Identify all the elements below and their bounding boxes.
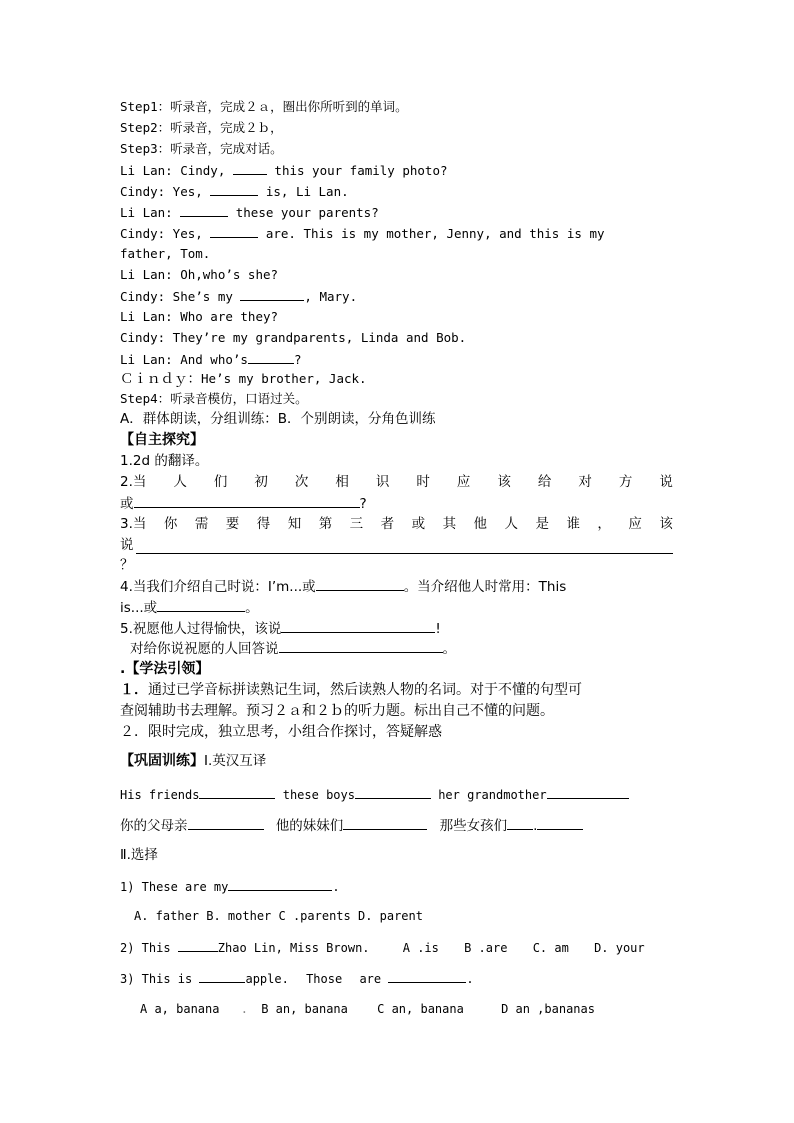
zizhu-q3-char: 需 bbox=[194, 516, 209, 532]
choice-q3-blank-2[interactable] bbox=[388, 969, 466, 983]
translate-blank-4[interactable] bbox=[188, 816, 264, 830]
zizhu-q4-line2 bbox=[120, 598, 673, 617]
dialogue-blank-5[interactable] bbox=[240, 287, 304, 301]
dialogue-text: Li Lan: And who’s bbox=[120, 352, 248, 367]
zizhu-q3-answer-blank[interactable] bbox=[136, 539, 674, 554]
choice-q3-option-a[interactable]: A a, banana bbox=[140, 1002, 220, 1016]
zizhu-q3-char: 得 bbox=[256, 516, 271, 532]
dialogue-blank-2[interactable] bbox=[210, 182, 258, 196]
zizhu-q4-text: is...或 bbox=[120, 600, 158, 616]
choice-q3-text: 3) This is bbox=[120, 972, 200, 986]
zizhu-q2-char: 初 bbox=[254, 474, 268, 490]
zizhu-q3-char: 应 bbox=[628, 516, 642, 532]
dialogue-blank-1[interactable] bbox=[233, 161, 267, 175]
groups-line: A．群体朗读，分组训练：B．个别朗读，分角色训练 bbox=[120, 411, 436, 427]
zizhu-q3-char: 第 bbox=[318, 516, 333, 532]
zizhu-q2-char: 人 bbox=[173, 474, 187, 490]
dialogue-text: Cindy: She’s my bbox=[120, 289, 241, 304]
zizhu-q3-char: 3.当 bbox=[120, 516, 147, 532]
zizhu-q4-blank-2[interactable] bbox=[157, 598, 245, 612]
zizhu-q3-char: 是 bbox=[535, 516, 549, 532]
zizhu-q1: 1.2d 的翻译。 bbox=[120, 453, 209, 469]
dialogue-line-2 bbox=[120, 182, 673, 201]
dialogue-speaker: Ｃｉｎｄｙ： bbox=[120, 371, 201, 387]
choice-q3-text: Those bbox=[306, 972, 343, 986]
choice-q1-options: A. father B. mother C .parents D. parent bbox=[134, 909, 423, 923]
dialogue-line-4 bbox=[120, 224, 673, 243]
dialogue-line-5: father, Tom. bbox=[120, 246, 211, 261]
dialogue-text: is, Li Lan. bbox=[258, 184, 349, 199]
choice-q2-option-d[interactable]: D. your bbox=[594, 941, 645, 955]
dialogue-line-11 bbox=[120, 370, 673, 388]
zizhu-q2-text bbox=[120, 473, 673, 491]
choice-q2-text: 2) This bbox=[120, 941, 178, 955]
zizhu-q5-text: 5.祝愿他人过得愉快，该说 bbox=[120, 621, 282, 637]
zizhu-q5-line2 bbox=[120, 639, 673, 658]
gonggu-header bbox=[120, 752, 673, 770]
zizhu-q2-char: 方 bbox=[618, 474, 633, 490]
choice-q3-end: . bbox=[466, 972, 474, 986]
translate-en-2: these boys bbox=[282, 788, 355, 802]
dialogue-line-7 bbox=[120, 287, 673, 306]
zizhu-q3-end: ？ bbox=[120, 557, 134, 573]
translate-blank-7[interactable] bbox=[537, 816, 583, 830]
choice-q3-text: apple. bbox=[245, 972, 289, 986]
dialogue-blank-3[interactable] bbox=[180, 203, 228, 217]
translate-en-row bbox=[120, 785, 673, 804]
choice-q3-text: are bbox=[359, 972, 382, 986]
zizhu-q3-char: 其 bbox=[442, 516, 457, 532]
choice-q2-option-c[interactable]: C. am bbox=[532, 941, 569, 955]
choice-q2-blank[interactable] bbox=[178, 938, 218, 952]
zizhu-q5-blank-2[interactable] bbox=[279, 639, 443, 653]
xuefa-p1-line1 bbox=[120, 681, 673, 699]
zizhu-q4-text: 。 bbox=[245, 600, 259, 616]
zizhu-q2-char: 识 bbox=[375, 474, 390, 490]
translate-cn-3: 那些女孩们 bbox=[439, 818, 508, 834]
dialogue-text: these your parents? bbox=[228, 205, 379, 220]
dialogue-text: are. This is my mother, Jenny, and this is my bbox=[258, 226, 605, 241]
section-title-xuefa: .【学法引领】 bbox=[120, 661, 210, 677]
zizhu-q2-line2 bbox=[120, 494, 673, 513]
translate-blank-2[interactable] bbox=[355, 785, 431, 799]
zizhu-q3-char: 谁 bbox=[566, 516, 580, 532]
dialogue-line-1 bbox=[120, 161, 673, 180]
zizhu-q2-end: ? bbox=[359, 496, 367, 512]
translate-cn-2: 他的妹妹们 bbox=[275, 818, 344, 834]
translate-en-3: her grandmother bbox=[438, 788, 547, 802]
choice-q2-option-a[interactable]: A .is bbox=[402, 941, 439, 955]
translate-blank-3[interactable] bbox=[547, 785, 629, 799]
dialogue-line-10 bbox=[120, 350, 673, 369]
zizhu-q2-char: 对 bbox=[578, 474, 592, 490]
step2-line: Step2：听录音，完成２ｂ， bbox=[120, 120, 283, 135]
translate-en-1: His friends bbox=[120, 788, 200, 802]
zizhu-q3-char: 他 bbox=[473, 516, 488, 532]
zizhu-q3-char: 你 bbox=[163, 516, 178, 532]
choice-q3-option-b[interactable]: B an, banana bbox=[261, 1002, 348, 1016]
dialogue-text: He’s my brother, Jack. bbox=[201, 371, 367, 386]
zizhu-q4-text: 。当介绍他人时常用：This bbox=[403, 579, 567, 595]
choice-q2 bbox=[120, 938, 673, 957]
zizhu-q3-line1 bbox=[120, 515, 673, 533]
dialogue-blank-6[interactable] bbox=[248, 350, 294, 364]
choice-q3-option-c[interactable]: C an, banana bbox=[377, 1002, 464, 1016]
zizhu-q2-char: 给 bbox=[537, 474, 552, 490]
zizhu-q4-blank-1[interactable] bbox=[316, 577, 404, 591]
zizhu-q3-char: 者 bbox=[380, 516, 395, 532]
zizhu-q3-text bbox=[120, 515, 673, 533]
zizhu-q5-text: 对给你说祝愿的人回答说 bbox=[130, 641, 279, 657]
zizhu-q2-line1 bbox=[120, 473, 673, 491]
translate-blank-5[interactable] bbox=[343, 816, 427, 830]
gonggu-part2-title: Ⅱ.选择 bbox=[120, 847, 158, 863]
choice-q1 bbox=[120, 877, 673, 896]
gonggu-part1-title: Ⅰ.英汉互译 bbox=[204, 753, 267, 769]
section-title-gonggu: 【巩固训练】 bbox=[120, 753, 204, 769]
zizhu-q3-line2 bbox=[120, 536, 673, 554]
zizhu-q5-line1 bbox=[120, 619, 673, 638]
xuefa-p1-number: １． bbox=[120, 682, 148, 698]
zizhu-q3-char: 或 bbox=[411, 516, 426, 532]
dialogue-line-8: Li Lan: Who are they? bbox=[120, 309, 279, 324]
section-title-zizhu: 【自主探究】 bbox=[120, 432, 204, 448]
step1-line: Step1：听录音，完成２ａ，圈出你所听到的单词。 bbox=[120, 99, 408, 114]
zizhu-q3-char: 人 bbox=[504, 516, 519, 532]
zizhu-q3-char: 要 bbox=[225, 516, 240, 532]
dialogue-text: Cindy: Yes, bbox=[120, 184, 211, 199]
zizhu-q3-char: ， bbox=[597, 516, 611, 532]
zizhu-q2-char: 2.当 bbox=[120, 474, 147, 490]
choice-q3-stray-dot: . bbox=[240, 1002, 248, 1016]
zizhu-q5-text: ! bbox=[435, 621, 441, 637]
xuefa-p2: ２．限时完成，独立思考，小组合作探讨，答疑解惑 bbox=[120, 724, 442, 740]
xuefa-p1-text: 通过已学音标拼读熟记生词，然后读熟人物的名词。对于不懂的句型可 bbox=[148, 682, 582, 698]
zizhu-q2-char: 说 bbox=[659, 474, 673, 490]
zizhu-q4-text: 4.当我们介绍自己时说：I’m...或 bbox=[120, 579, 316, 595]
choice-q1-end: . bbox=[332, 880, 340, 894]
zizhu-q3-char: 知 bbox=[287, 516, 302, 532]
zizhu-q4-line1 bbox=[120, 577, 673, 596]
zizhu-q2-char: 次 bbox=[294, 474, 309, 490]
choice-q1-text: 1) These are my bbox=[120, 880, 229, 894]
dialogue-text: this your family photo? bbox=[266, 163, 448, 178]
zizhu-q2-prefix: 或 bbox=[120, 496, 134, 512]
zizhu-q2-char: 时 bbox=[416, 474, 430, 490]
translate-cn-row: 你的父母亲 他的妹妹们 那些女孩们 . bbox=[120, 816, 673, 835]
choice-q2-option-b[interactable]: B .are bbox=[464, 941, 508, 955]
dialogue-text: Cindy: Yes, bbox=[120, 226, 211, 241]
zizhu-q2-char: 应 bbox=[456, 474, 471, 490]
zizhu-q2-char: 相 bbox=[335, 474, 349, 490]
choice-q1-blank[interactable] bbox=[228, 877, 332, 891]
choice-q2-text: Zhao Lin, Miss Brown. bbox=[217, 941, 370, 955]
choice-q3-blank-1[interactable] bbox=[199, 969, 245, 983]
translate-blank-6[interactable] bbox=[507, 816, 533, 830]
dialogue-text: Li Lan: Cindy, bbox=[120, 163, 233, 178]
zizhu-q3-char: 三 bbox=[349, 516, 364, 532]
choice-q3-option-d[interactable]: D an ,bananas bbox=[501, 1002, 595, 1016]
zizhu-q3-char: 该 bbox=[659, 516, 673, 532]
choice-q3 bbox=[120, 969, 673, 988]
dialogue-text: Li Lan: bbox=[120, 205, 181, 220]
zizhu-q2-char: 们 bbox=[213, 474, 228, 490]
dialogue-line-6: Li Lan: Oh,who’s she? bbox=[120, 267, 279, 282]
step3-line: Step3：听录音，完成对话。 bbox=[120, 141, 283, 156]
choice-q3-options bbox=[120, 1000, 673, 1018]
dialogue-text: , Mary. bbox=[304, 289, 358, 304]
zizhu-q5-blank-1[interactable] bbox=[281, 619, 435, 633]
zizhu-q2-char: 该 bbox=[497, 474, 511, 490]
translate-cn-1: 你的父母亲 bbox=[120, 818, 188, 834]
translate-blank-1[interactable] bbox=[199, 785, 275, 799]
zizhu-q2-answer-blank[interactable] bbox=[134, 494, 360, 508]
step4-line: Step4：听录音模仿，口语过关。 bbox=[120, 391, 308, 406]
zizhu-q5-text: 。 bbox=[442, 641, 456, 657]
dialogue-text: ? bbox=[293, 352, 302, 367]
xuefa-p1-line2: 查阅辅助书去理解。预习２ａ和２ｂ的听力题。标出自己不懂的问题。 bbox=[120, 703, 554, 719]
dialogue-line-3 bbox=[120, 203, 673, 222]
zizhu-q3-prefix: 说 bbox=[120, 537, 134, 553]
dialogue-line-9: Cindy: They’re my grandparents, Linda and Bob. bbox=[120, 330, 467, 345]
dialogue-blank-4[interactable] bbox=[210, 224, 258, 238]
